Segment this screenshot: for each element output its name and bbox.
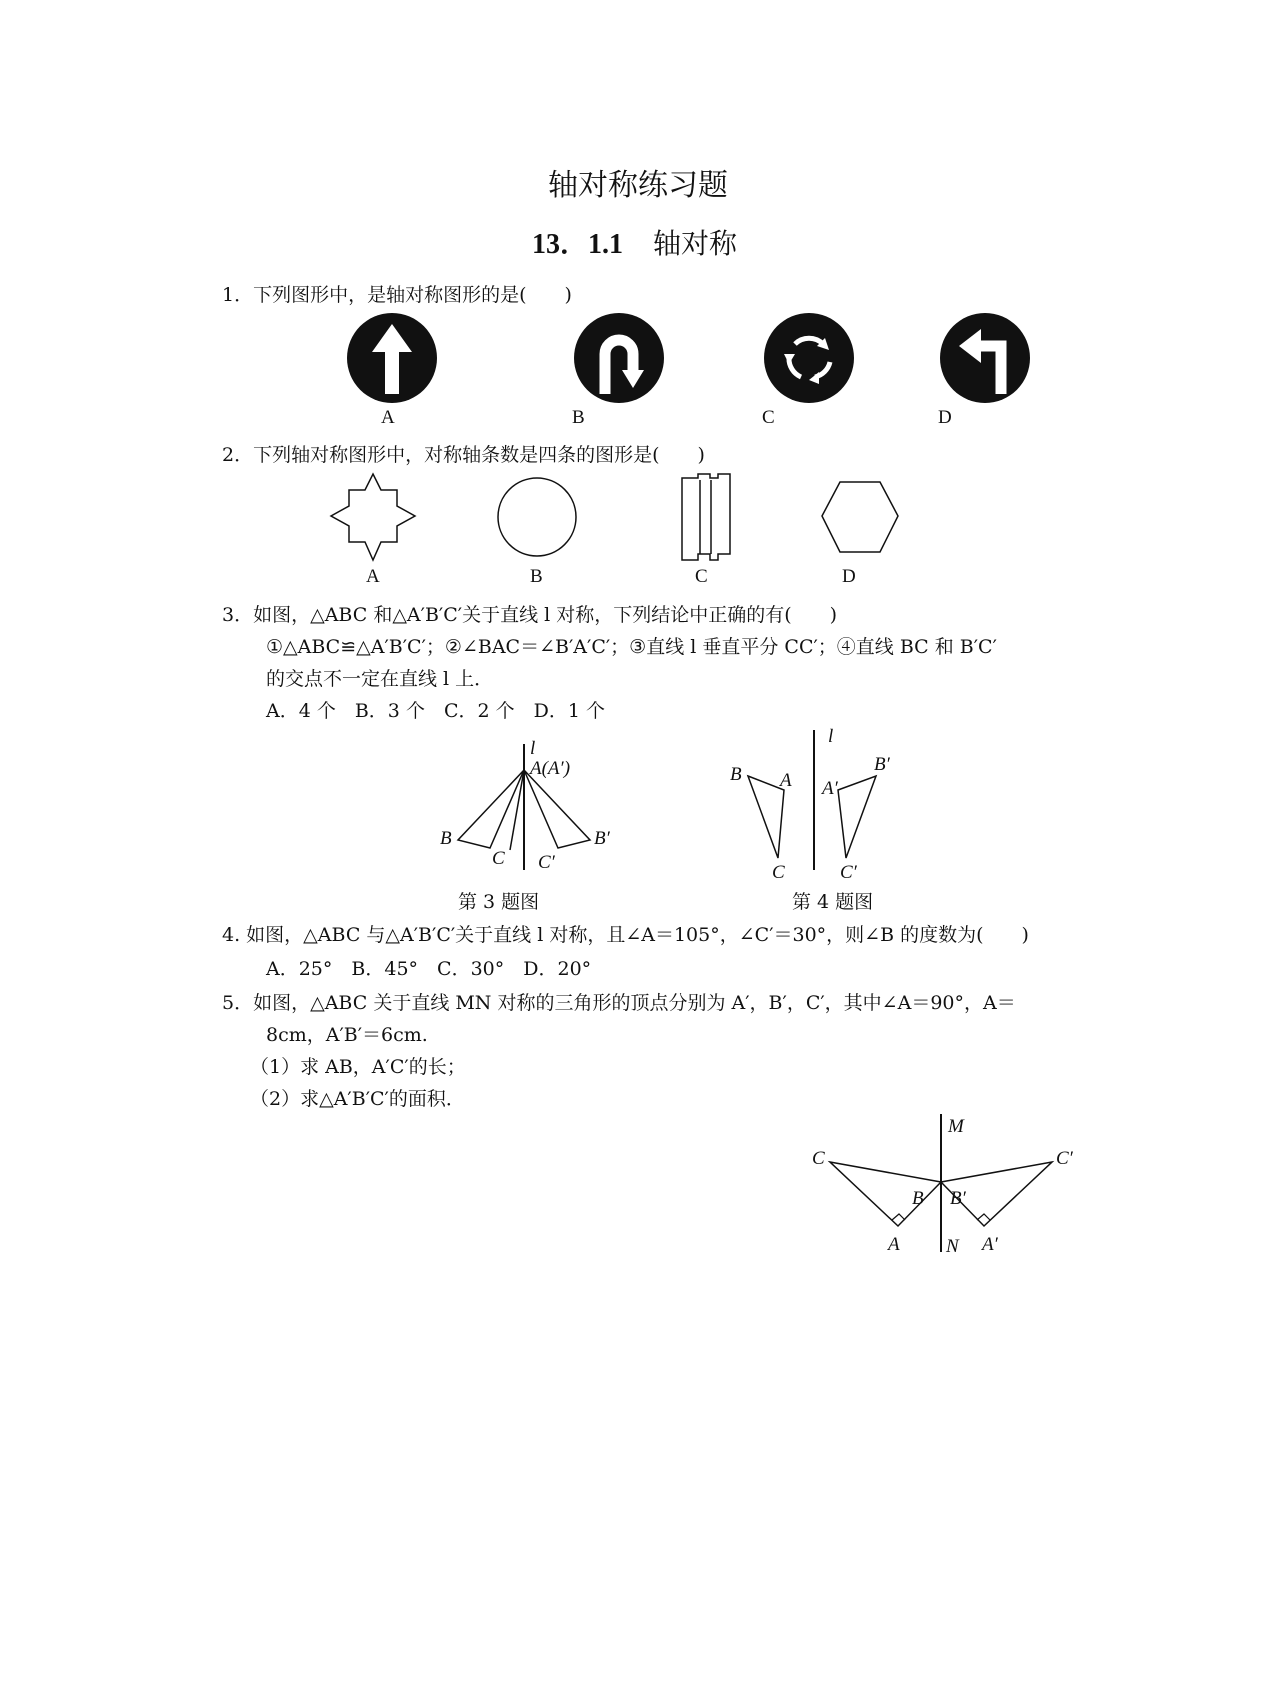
u-turn-sign-icon	[574, 313, 664, 403]
q1-label-a: A	[381, 407, 395, 428]
circle-shape-b	[498, 478, 576, 556]
q2-label-d: D	[842, 566, 856, 587]
fig4-label-a2: A′	[822, 778, 838, 799]
fig5-label-c2: C′	[1056, 1148, 1073, 1169]
fig3-label-b2: B′	[594, 828, 610, 849]
q2-label-a: A	[366, 566, 380, 587]
fig5-label-m: M	[948, 1116, 964, 1137]
fig5-label-a: A	[888, 1234, 900, 1255]
figure-4-caption: 第 4 题图	[792, 891, 874, 913]
fig3-label-c: C	[492, 848, 505, 869]
fig4-label-c: C	[772, 862, 785, 883]
fig5-label-c: C	[812, 1148, 825, 1169]
up-arrow-sign-icon	[347, 313, 437, 403]
question-5-part-1: （1）求 AB，A′C′的长；	[250, 1056, 466, 1078]
question-3-statements: ①△ABC≌△A′B′C′；②∠BAC＝∠B′A′C′；③直线 l 垂直平分 CC′；④直线 BC 和 B′C′	[266, 636, 997, 658]
fig5-label-b: B	[912, 1188, 924, 1209]
fig4-label-b: B	[730, 764, 742, 785]
q1-label-b: B	[572, 407, 585, 428]
fig4-label-c2: C′	[840, 862, 857, 883]
q1-label-c: C	[762, 407, 775, 428]
fig5-label-b2: B′	[950, 1188, 966, 1209]
question-5: 5．如图，△ABC 关于直线 MN 对称的三角形的顶点分别为 A′，B′，C′，其中∠A＝90°，A＝	[222, 992, 1016, 1014]
question-2: 2．下列轴对称图形中，对称轴条数是四条的图形是( )	[222, 444, 705, 466]
star-shape-a	[331, 474, 415, 560]
figure-5	[812, 1114, 1082, 1264]
figure-4	[726, 726, 906, 883]
fig3-label-a: A(A′)	[530, 758, 571, 779]
question-5-given: 8cm，A′B′＝6cm.	[266, 1024, 428, 1046]
fig5-label-n: N	[946, 1236, 959, 1257]
page-title: 轴对称练习题	[548, 168, 728, 203]
q2-shapes	[320, 474, 920, 564]
fig4-label-l: l	[828, 726, 834, 747]
section-heading	[532, 222, 737, 262]
question-3-statements-cont: 的交点不一定在直线 l 上．	[266, 668, 494, 690]
question-4-options: A．25° B．45° C．30° D．20°	[266, 958, 592, 980]
roundabout-sign-icon	[764, 313, 854, 403]
q1-label-d: D	[938, 407, 952, 428]
fig3-label-b: B	[440, 828, 452, 849]
section-number: 13．1.1	[532, 229, 624, 260]
question-3-options: A．4 个 B．3 个 C．2 个 D．1 个	[266, 700, 605, 722]
hexagon-shape-d	[822, 482, 898, 552]
bar-shape-c	[682, 474, 730, 560]
q1-signs	[340, 314, 1000, 406]
fig3-label-l: l	[530, 738, 536, 759]
fig4-label-a: A	[780, 770, 792, 791]
section-name: 轴对称	[653, 227, 738, 260]
question-4: 4. 如图，△ABC 与△A′B′C′关于直线 l 对称，且∠A＝105°，∠C′＝30°，则∠B 的度数为( )	[222, 924, 1029, 946]
q2-label-c: C	[695, 566, 708, 587]
question-3: 3．如图，△ABC 和△A′B′C′关于直线 l 对称，下列结论中正确的有( )	[222, 604, 838, 626]
figure-3	[430, 740, 630, 880]
fig4-label-b2: B′	[874, 754, 890, 775]
question-1: 1．下列图形中，是轴对称图形的是( )	[222, 284, 572, 306]
left-turn-sign-icon	[940, 313, 1030, 403]
fig5-label-a2: A′	[982, 1234, 998, 1255]
fig3-label-c2: C′	[538, 852, 555, 873]
figure-3-caption: 第 3 题图	[458, 891, 540, 913]
question-5-part-2: （2）求△A′B′C′的面积．	[250, 1088, 465, 1110]
q2-label-b: B	[530, 566, 543, 587]
